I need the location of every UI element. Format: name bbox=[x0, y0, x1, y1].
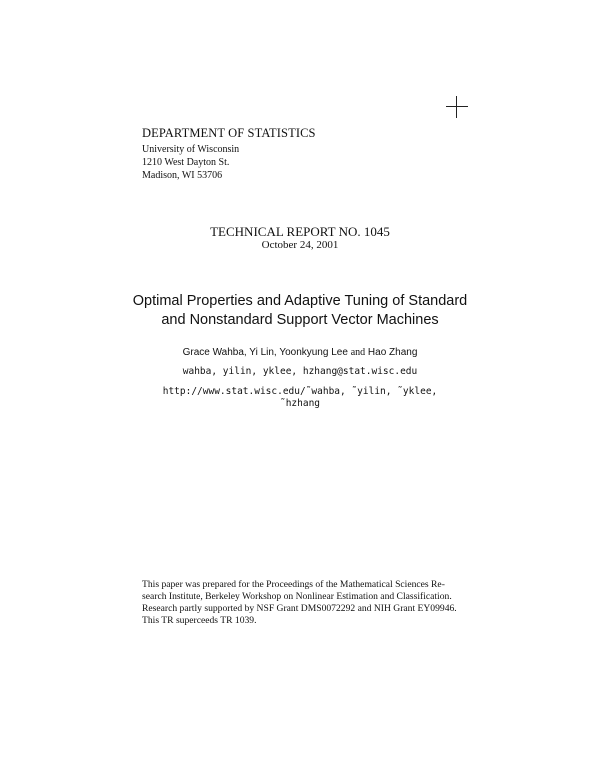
registration-mark-horizontal bbox=[446, 106, 468, 107]
funding-note-line: This TR superceeds TR 1039. bbox=[142, 615, 257, 626]
authors-names-before: Grace Wahba, Yi Lin, Yoonkyung Lee bbox=[182, 347, 348, 358]
author-list bbox=[0, 347, 600, 358]
author-emails: wahba, yilin, yklee, hzhang@stat.wisc.edu bbox=[182, 366, 418, 377]
paper-title-line: Optimal Properties and Adaptive Tuning of Standard bbox=[132, 293, 468, 309]
author-url-line: http://www.stat.wisc.edu/˜wahba, ˜yilin, ˜yklee, bbox=[162, 386, 438, 397]
department-address-line: 1210 West Dayton St. bbox=[142, 156, 230, 168]
registration-mark-vertical bbox=[456, 96, 457, 118]
report-header bbox=[0, 224, 600, 252]
paper-title bbox=[0, 292, 600, 330]
funding-note-line: search Institute, Berkeley Workshop on Nonlinear Estimation and Classification. bbox=[142, 591, 452, 602]
department-address-line: Madison, WI 53706 bbox=[142, 169, 223, 181]
author-urls bbox=[0, 386, 600, 410]
department-block bbox=[142, 127, 316, 182]
authors-names-after: Hao Zhang bbox=[367, 347, 418, 358]
funding-note-line: This paper was prepared for the Proceedings of the Mathematical Sciences Re- bbox=[142, 579, 445, 590]
funding-note bbox=[142, 579, 462, 627]
report-number: TECHNICAL REPORT NO. 1045 bbox=[210, 224, 390, 239]
report-date: October 24, 2001 bbox=[261, 239, 339, 251]
funding-note-line: Research partly supported by NSF Grant DMS0072292 and NIH Grant EY09946. bbox=[142, 603, 457, 614]
department-address-line: University of Wisconsin bbox=[142, 143, 240, 155]
authors-conjunction: and bbox=[350, 347, 366, 358]
registration-mark-icon bbox=[446, 96, 468, 118]
department-name: DEPARTMENT OF STATISTICS bbox=[142, 126, 316, 140]
author-url-line: ˜hzhang bbox=[279, 398, 321, 409]
paper-title-line: and Nonstandard Support Vector Machines bbox=[161, 312, 439, 328]
